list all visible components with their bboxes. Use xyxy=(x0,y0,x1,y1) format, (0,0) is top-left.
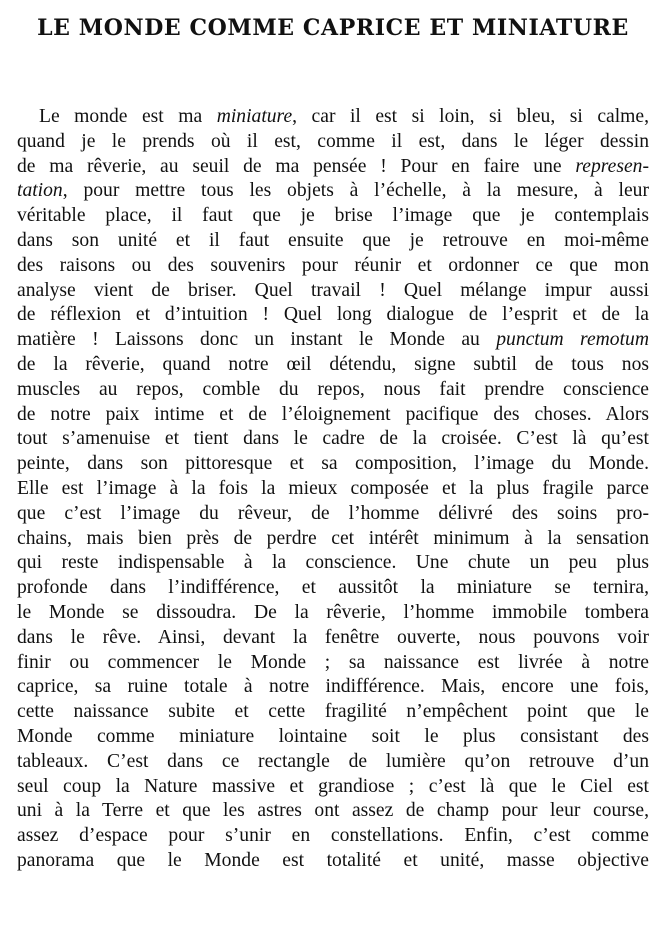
text-line xyxy=(17,204,649,229)
text-run: quand je le prends où il est, comme il est, dans le léger dessin xyxy=(17,130,649,152)
text-line xyxy=(17,452,649,477)
text-run: le Monde se dissoudra. De la rêverie, l’homme immobile tombera xyxy=(17,601,649,623)
text-run: , pour mettre tous les objets à l’échelle, à la mesure, à leur xyxy=(62,180,649,202)
text-run: , car il est si loin, si bleu, si calme, xyxy=(292,106,649,127)
text-run: que c’est l’image du rêveur, de l’homme délivré des soins pro- xyxy=(17,502,649,524)
text-line xyxy=(17,254,649,279)
text-run: véritable place, il faut que je brise l’image que je contemplais xyxy=(17,205,649,227)
body-paragraph xyxy=(17,105,649,874)
text-run: uni à la Terre et que les astres ont assez de champ pour leur course, xyxy=(17,800,649,822)
text-line xyxy=(17,626,649,651)
text-line xyxy=(17,601,649,626)
text-run: matière ! Laissons donc un instant le Monde au xyxy=(17,329,497,351)
text-line xyxy=(17,279,649,304)
text-line xyxy=(17,725,649,750)
text-run: panorama que le Monde est totalité et unité, masse objective xyxy=(17,849,649,871)
text-run: Le monde est ma xyxy=(39,106,217,127)
text-run: qui reste indispensable à la conscience. Une chute un peu plus xyxy=(17,552,649,574)
text-run: cette naissance subite et cette fragilité n’empêchent point que le xyxy=(17,701,649,723)
text-line xyxy=(17,130,649,155)
text-run: des raisons ou des souvenirs pour réunir et ordonner ce que mon xyxy=(17,254,649,276)
italic-text-run: punctum remotum xyxy=(496,329,649,351)
text-run: caprice, sa ruine totale à notre indifférence. Mais, encore une fois, xyxy=(17,676,649,698)
text-run: de réflexion et d’intuition ! Quel long dialogue de l’esprit et de la xyxy=(17,304,649,326)
text-line xyxy=(17,502,649,527)
text-line xyxy=(17,353,649,378)
text-line xyxy=(17,700,649,725)
text-run: assez d’espace pour s’unir en constellations. Enfin, c’est comme xyxy=(17,825,649,847)
text-run: muscles au repos, comble du repos, nous fait prendre conscience xyxy=(17,378,649,400)
text-line xyxy=(17,328,649,353)
italic-text-run: miniature xyxy=(216,106,293,127)
text-line xyxy=(17,477,649,502)
text-run: Elle est l’image à la fois la mieux composée et la plus fragile parce xyxy=(17,477,649,499)
text-run: de ma rêverie, au seuil de ma pensée ! Pour en faire une xyxy=(17,155,576,177)
text-line xyxy=(17,750,649,775)
text-line xyxy=(17,651,649,676)
text-run: analyse vient de briser. Quel travail ! Quel mélange impur aussi xyxy=(17,279,649,301)
text-line xyxy=(17,551,649,576)
text-line xyxy=(17,179,649,204)
text-line xyxy=(17,403,649,428)
text-run: tout s’amenuise et tient dans le cadre de la croisée. C’est là qu’est xyxy=(17,428,649,450)
text-run: Monde comme miniature lointaine soit le plus consistant des xyxy=(17,725,649,747)
text-run: peinte, dans son pittoresque et sa composition, l’image du Monde. xyxy=(17,453,649,475)
text-run: tableaux. C’est dans ce rectangle de lumière qu’on retrouve d’un xyxy=(17,750,649,772)
text-line xyxy=(17,576,649,601)
text-line xyxy=(17,155,649,180)
text-line xyxy=(17,675,649,700)
text-line xyxy=(17,849,649,874)
text-run: de la rêverie, quand notre œil détendu, signe subtil de tous nos xyxy=(17,353,649,375)
text-run: dans son unité et il faut ensuite que je retrouve en moi-même xyxy=(17,229,649,251)
text-line xyxy=(17,378,649,403)
text-run: finir ou commencer le Monde ; sa naissance est livrée à notre xyxy=(17,651,649,673)
text-run: dans le rêve. Ainsi, devant la fenêtre ouverte, nous pouvons voir xyxy=(17,626,649,648)
text-run: de notre paix intime et de l’éloignement pacifique des choses. Alors xyxy=(17,403,649,425)
text-line xyxy=(17,427,649,452)
text-run: chains, mais bien près de perdre cet intérêt minimum à la sensation xyxy=(17,527,649,549)
italic-text-run: represen- xyxy=(575,155,649,177)
chapter-title: LE MONDE COMME CAPRICE ET MINIATURE xyxy=(37,15,629,41)
italic-text-run: tation xyxy=(17,180,63,202)
text-line xyxy=(17,527,649,552)
text-line xyxy=(17,105,649,130)
text-line xyxy=(17,303,649,328)
text-line xyxy=(17,799,649,824)
text-run: profonde dans l’indifférence, et aussitôt la miniature se ternira, xyxy=(17,577,649,599)
text-line xyxy=(17,229,649,254)
text-line xyxy=(17,775,649,800)
text-run: seul coup la Nature massive et grandiose ; c’est là que le Ciel est xyxy=(17,775,649,797)
text-line xyxy=(17,824,649,849)
